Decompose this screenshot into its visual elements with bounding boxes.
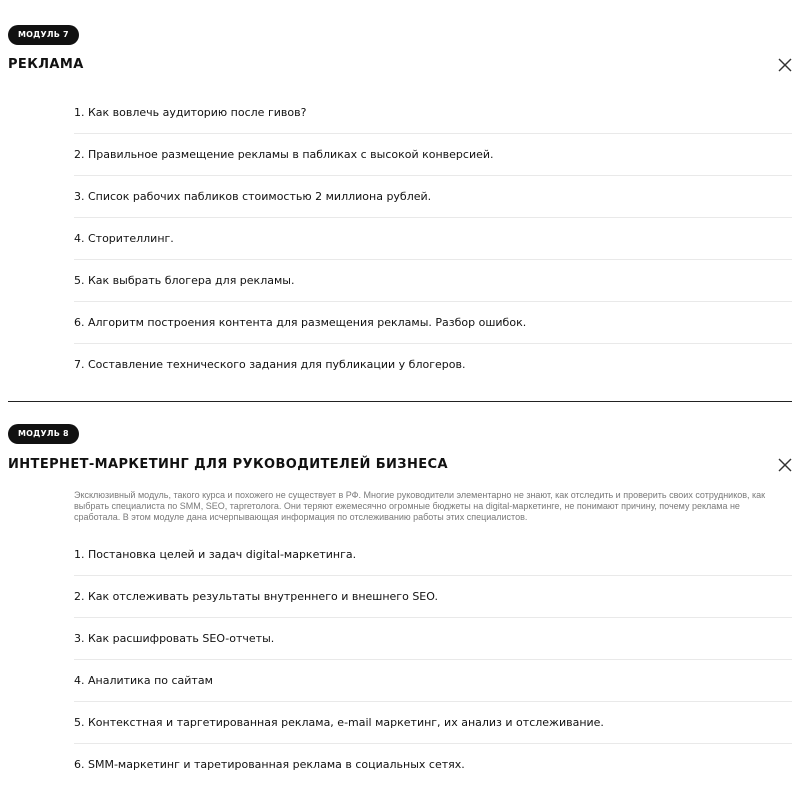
module-divider (8, 401, 792, 402)
module-badge: МОДУЛЬ 8 (8, 424, 79, 444)
lesson-item: 7. Составление технического задания для публикации у блогеров. (74, 358, 466, 371)
lesson-item: 5. Как выбрать блогера для рекламы. (74, 260, 792, 302)
lesson-item: 6. Алгоритм построения контента для размещения рекламы. Разбор ошибок. (74, 302, 792, 344)
lesson-item: 3. Как расшифровать SEO-отчеты. (74, 618, 792, 660)
lesson-item: 2. Как отслеживать результаты внутреннего и внешнего SEO. (74, 576, 792, 618)
lesson-item: 1. Как вовлечь аудиторию после гивов? (74, 92, 792, 134)
lesson-item: 4. Сторителлинг. (74, 218, 792, 260)
module-badge: МОДУЛЬ 7 (8, 25, 79, 45)
lesson-item: 1. Постановка целей и задач digital-маркетинга. (74, 534, 792, 576)
lesson-item: 2. Правильное размещение рекламы в пабликах с высокой конверсией. (74, 134, 792, 176)
lesson-list (74, 92, 792, 385)
lesson-list (74, 534, 792, 785)
lesson-item: 5. Контекстная и таргетированная реклама, e-mail маркетинг, их анализ и отслеживание. (74, 702, 792, 744)
module-description: Эксклюзивный модуль, такого курса и похожего не существует в РФ. Многие руководители элементарно не знают, как отследить и проверить своих сотрудников, как выбрать специалиста по SMM, SEO, таргетолога. Они теряют ежемесячно огромные бюджеты на digital-маркетинге, не понимают причину, почему реклама не сработала. В этом модуле дана исчерпывающая информация по отслеживанию работы этих специалистов. (74, 490, 766, 522)
lesson-item: 3. Список рабочих пабликов стоимостью 2 миллиона рублей. (74, 176, 792, 218)
module-title[interactable]: РЕКЛАМА (8, 57, 84, 72)
lesson-item: 6. SMM-маркетинг и таретированная реклама в социальных сетях. (74, 758, 465, 771)
lesson-item: 4. Аналитика по сайтам (74, 660, 792, 702)
close-icon[interactable] (778, 457, 792, 471)
module-title[interactable]: ИНТЕРНЕТ-МАРКЕТИНГ ДЛЯ РУКОВОДИТЕЛЕЙ БИЗНЕСА (8, 457, 448, 472)
close-icon[interactable] (778, 57, 792, 71)
